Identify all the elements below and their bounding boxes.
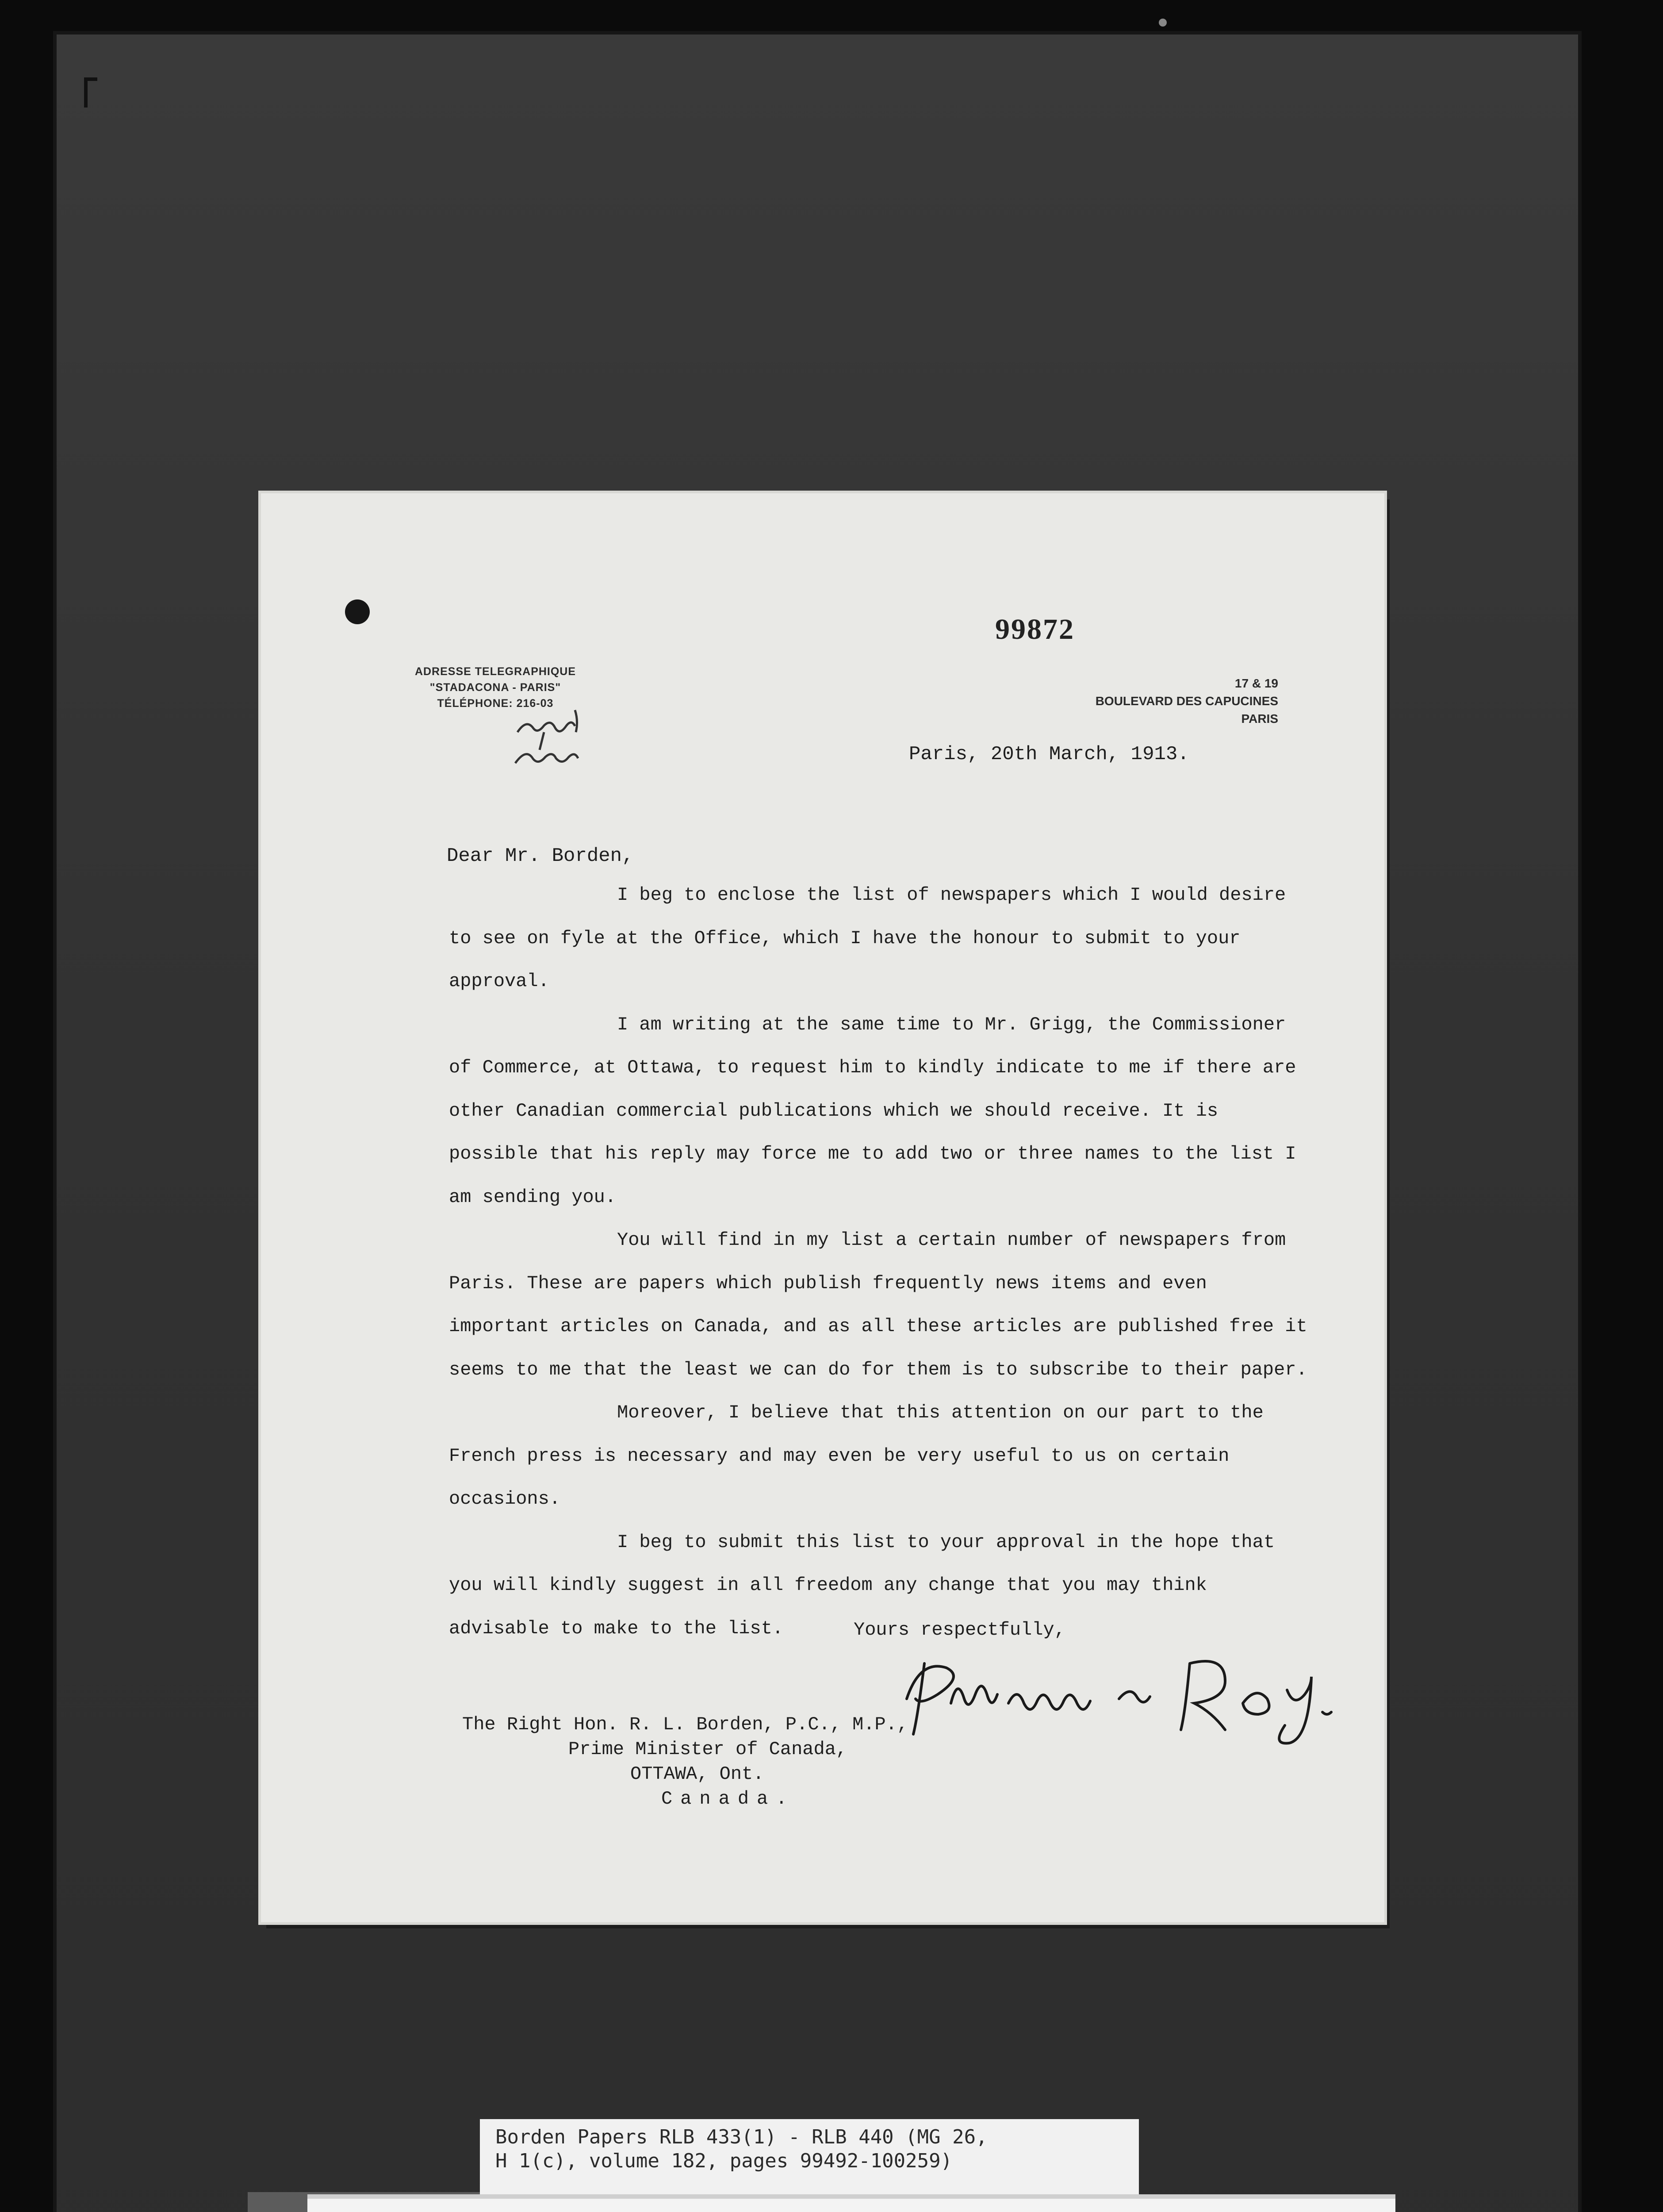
punch-hole [345,599,370,624]
archive-reference-line: Borden Papers RLB 433(1) - RLB 440 (MG 26, [495,2126,988,2148]
addressee-line: Canada. [661,1788,795,1809]
archive-reference-line: H 1(c), volume 182, pages 99492-100259) [495,2150,953,2172]
archives-card [307,2194,1395,2212]
letterhead-right-line: PARIS [1241,712,1278,726]
film-dot [1159,19,1167,27]
document-number: 99872 [995,613,1075,645]
addressee-block [462,1712,908,1811]
letterhead-right [1031,675,1278,728]
handwritten-signature [898,1637,1367,1765]
body-paragraph: I am writing at the same time to Mr. Grigg, the Commissioner of Commerce, at Ottawa, to request him to kindly indicate to me if there are other Canadian commercial publications which we should receive. It is possible that his reply may force me to add two or three names to the list I am sending you. [449,1014,1296,1208]
letterhead-left-line: ADRESSE TELEGRAPHIQUE [414,665,576,678]
addressee-line: The Right Hon. R. L. Borden, P.C., M.P., [462,1714,908,1735]
body-paragraph: I beg to enclose the list of newspapers which I would desire to see on fyle at the Office, which I have the honour to submit to your approval. [449,884,1286,992]
body-paragraph: I beg to submit this list to your approval in the hope that you will kindly suggest in all freedom any change that you may think advisable to make to the list. [449,1531,1275,1639]
body-paragraph: Moreover, I believe that this attention on our part to the French press is necessary and may even be very useful to us on certain occasions. [449,1402,1264,1509]
letterhead-right-line: BOULEVARD DES CAPUCINES [1095,694,1278,708]
letterhead-right-line: 17 & 19 [1234,676,1278,690]
handwritten-annotation [509,697,632,785]
letter-date: Paris, 20th March, 1913. [909,743,1189,765]
body-paragraph: You will find in my list a certain number of newspapers from Paris. These are papers which publish frequently news items and even important articles on Canada, and as all these articles are published free it seems to me that the least we can do for them is to subscribe to their paper. [449,1229,1307,1380]
letter-body [449,874,1316,1650]
frame-corner-mark [84,77,97,108]
addressee-line: Prime Minister of Canada, [568,1739,847,1760]
addressee-line: OTTAWA, Ont. [630,1763,764,1785]
closing: Yours respectfully, [854,1619,1065,1640]
archive-reference-label [480,2119,1139,2203]
letterhead-left-line: TÉLÉPHONE: 216-03 [437,697,554,710]
letterhead-left-line: "STADACONA - PARIS" [429,681,561,694]
salutation: Dear Mr. Borden, [447,845,634,867]
